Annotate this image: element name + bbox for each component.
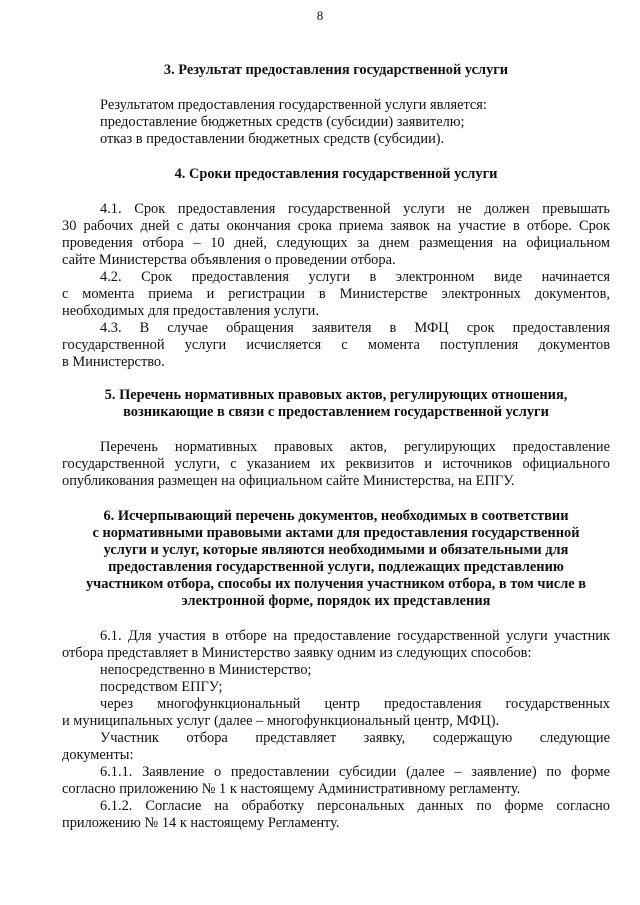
sec3-line: отказ в предоставлении бюджетных средств (субсидии).	[100, 131, 445, 147]
section-6-title: 6. Исчерпывающий перечень документов, необходимых в соответствии	[103, 508, 569, 524]
sec4-p2-line: 4.2. Срок предоставления услуги в электронном виде начинается	[100, 269, 610, 285]
sec5-p-line: государственной услуги, с указанием их реквизитов и источников официального	[62, 456, 610, 472]
section-6-title: услуги и услуг, которые являются необходимыми и обязательными для	[103, 542, 569, 558]
sec3-line: Результатом предоставления государственной услуги является:	[100, 97, 487, 113]
sec6-way-item: непосредственно в Министерство;	[100, 662, 312, 678]
sec6-612-line: приложению № 14 к настоящему Регламенту.	[62, 815, 340, 831]
sec6-mfc-line: и муниципальных услуг (далее – многофункциональный центр, МФЦ).	[62, 713, 500, 729]
page-number: 8	[316, 8, 324, 23]
section-5-title: возникающие в связи с предоставлением государственной услуги	[123, 404, 549, 420]
section-4-title: 4. Сроки предоставления государственной услуги	[174, 166, 498, 182]
sec4-p1-line: проведения отбора – 10 дней, следующих за днем размещения на официальном	[62, 235, 610, 251]
sec5-p-line: опубликования размещен на официальном сайте Министерства, на ЕПГУ.	[62, 473, 515, 489]
sec6-way-item: посредством ЕПГУ;	[100, 679, 223, 695]
section-3-title: 3. Результат предоставления государственной услуги	[163, 62, 509, 78]
section-6-title: предоставления государственной услуги, подлежащих представлению	[108, 559, 564, 575]
sec6-611-line: согласно приложению № 1 к настоящему Административному регламенту.	[62, 781, 521, 797]
sec6-mfc-line: через многофункциональный центр предоставления государственных	[100, 696, 610, 712]
sec3-line: предоставление бюджетных средств (субсидии) заявителю;	[100, 114, 465, 130]
sec6-application-line: документы:	[62, 747, 134, 763]
sec4-p1-line: 30 рабочих дней с даты окончания срока приема заявок на участие в отборе. Срок	[62, 218, 610, 234]
section-6-title: с нормативными правовыми актами для предоставления государственной	[92, 525, 580, 541]
section-6-title: участником отбора, способы их получения участником отбора, в том числе в	[85, 576, 587, 592]
sec4-p2-line: необходимых для предоставления услуги.	[62, 303, 319, 319]
sec5-p-line: Перечень нормативных правовых актов, регулирующих предоставление	[100, 439, 610, 455]
sec4-p3-line: в Министерство.	[62, 354, 165, 370]
sec6-612-line: 6.1.2. Согласие на обработку персональных данных по форме согласно	[100, 798, 610, 814]
section-6-title: электронной форме, порядок их представления	[181, 593, 491, 609]
sec4-p1-line: 4.1. Срок предоставления государственной услуги не должен превышать	[100, 201, 610, 217]
sec4-p3-line: 4.3. В случае обращения заявителя в МФЦ срок предоставления	[100, 320, 610, 336]
sec4-p2-line: с момента приема и регистрации в Министерстве электронных документов,	[62, 286, 610, 302]
sec4-p3-line: государственной услуги исчисляется с момента поступления документов	[62, 337, 610, 353]
sec6-611-line: 6.1.1. Заявление о предоставлении субсидии (далее – заявление) по форме	[100, 764, 610, 780]
sec6-application-line: Участник отбора представляет заявку, содержащую следующие	[100, 730, 610, 746]
document-content	[62, 62, 610, 832]
sec6-p1-line: 6.1. Для участия в отборе на предоставление государственной услуги участник	[100, 628, 610, 644]
section-5-title: 5. Перечень нормативных правовых актов, регулирующих отношения,	[104, 387, 568, 403]
sec6-p1-line: отбора представляет в Министерство заявку одним из следующих способов:	[62, 645, 532, 661]
sec4-p1-line: сайте Министерства объявления о проведении отбора.	[62, 252, 396, 268]
